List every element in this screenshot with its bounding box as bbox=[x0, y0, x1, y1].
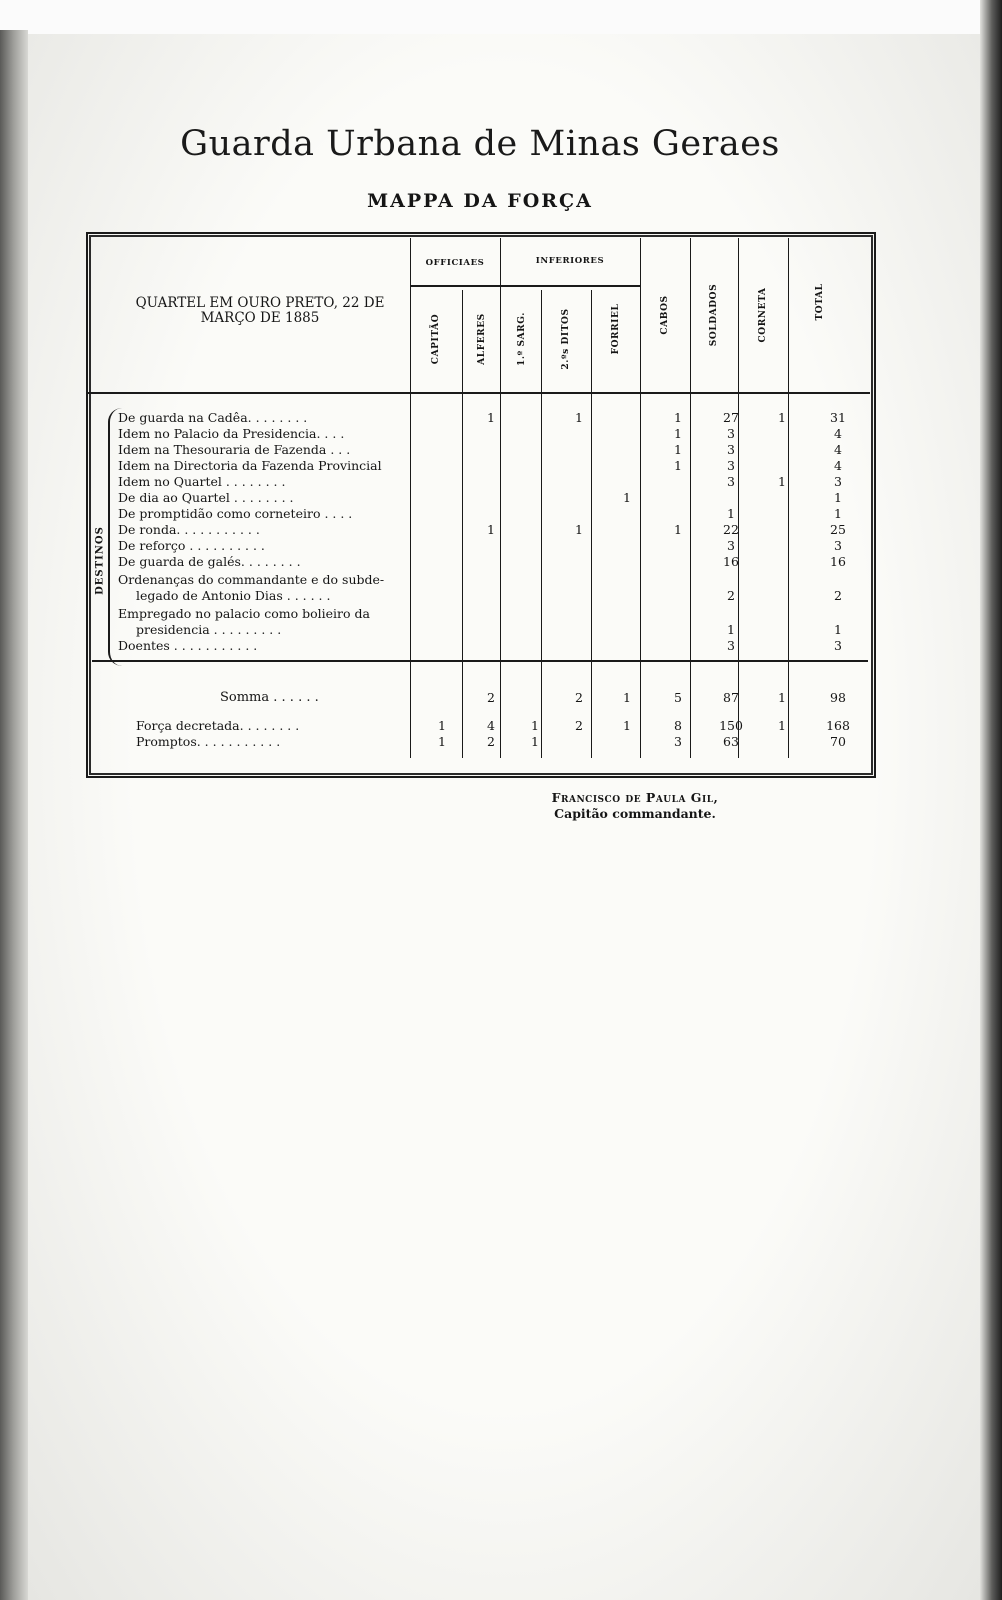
cell-soldados: 27 bbox=[723, 410, 739, 425]
cell-cabos: 1 bbox=[674, 410, 682, 425]
col-header-soldados: SOLDADOS bbox=[709, 283, 719, 347]
cell-total: 31 bbox=[830, 410, 846, 425]
cell-forriel: 1 bbox=[623, 718, 631, 733]
cell-cabos: 3 bbox=[674, 734, 682, 749]
row-label: Idem na Directoria da Fazenda Provincial bbox=[118, 458, 382, 473]
cell-ditos: 2 bbox=[575, 718, 583, 733]
table-row bbox=[0, 522, 1002, 538]
cell-soldados: 87 bbox=[723, 690, 739, 705]
cell-total: 4 bbox=[834, 442, 842, 457]
cell-soldados: 1 bbox=[727, 622, 735, 637]
col-header-capitao: CAPITÃO bbox=[431, 313, 441, 365]
cell-total: 1 bbox=[834, 506, 842, 521]
cell-total: 3 bbox=[834, 474, 842, 489]
col-header-forriel: FORRIEL bbox=[611, 303, 621, 355]
col-header-total: TOTAL bbox=[815, 283, 825, 321]
row-label: Empregado no palacio como bolieiro da bbox=[118, 606, 370, 621]
table-row bbox=[0, 538, 1002, 554]
col-header-corneta: CORNETA bbox=[758, 287, 768, 343]
table-row bbox=[0, 554, 1002, 570]
cell-total: 70 bbox=[830, 734, 846, 749]
cell-alferes: 1 bbox=[487, 410, 495, 425]
row-label: De reforço . . . . . . . . . . bbox=[118, 538, 265, 553]
group-inferiores: INFERIORES bbox=[535, 256, 605, 266]
row-label: De dia ao Quartel . . . . . . . . bbox=[118, 490, 294, 505]
cell-cabos: 1 bbox=[674, 458, 682, 473]
cell-alferes: 1 bbox=[487, 522, 495, 537]
col-header-sarg: 1.º SARG. bbox=[517, 312, 527, 366]
cell-ditos: 1 bbox=[575, 410, 583, 425]
cell-sarg: 1 bbox=[531, 734, 539, 749]
cell-total: 3 bbox=[834, 638, 842, 653]
signature-block bbox=[530, 790, 740, 822]
table-row bbox=[0, 410, 1002, 426]
cell-soldados: 2 bbox=[727, 588, 735, 603]
cell-total: 16 bbox=[830, 554, 846, 569]
cell-alferes: 2 bbox=[487, 734, 495, 749]
cell-soldados: 16 bbox=[723, 554, 739, 569]
cell-forriel: 1 bbox=[623, 690, 631, 705]
cell-total: 25 bbox=[830, 522, 846, 537]
row-label: De promptidão como corneteiro . . . . bbox=[118, 506, 353, 521]
scan-top-margin bbox=[0, 0, 1002, 35]
document-subtitle: MAPPA DA FORÇA bbox=[367, 190, 593, 212]
document-title: Guarda Urbana de Minas Geraes bbox=[180, 124, 780, 164]
table-row bbox=[0, 572, 1002, 588]
cell-soldados: 150 bbox=[719, 718, 743, 733]
cell-cabos: 5 bbox=[674, 690, 682, 705]
table-row bbox=[0, 474, 1002, 490]
somma-label: Somma . . . . . . bbox=[220, 690, 319, 705]
cell-ditos: 2 bbox=[575, 690, 583, 705]
scan-right-edge bbox=[980, 0, 1002, 1600]
table-row bbox=[0, 442, 1002, 458]
row-label: Ordenanças do commandante e do subde- bbox=[118, 572, 385, 587]
group-divider bbox=[410, 285, 640, 287]
cell-soldados: 3 bbox=[727, 458, 735, 473]
cell-cabos: 1 bbox=[674, 442, 682, 457]
cell-alferes: 4 bbox=[487, 718, 495, 733]
cell-total: 4 bbox=[834, 458, 842, 473]
cell-sarg: 1 bbox=[531, 718, 539, 733]
table-row bbox=[0, 490, 1002, 506]
forca-decretada-row bbox=[0, 718, 1002, 734]
col-header-ditos: 2.ºs DITOS bbox=[561, 308, 571, 370]
cell-total: 3 bbox=[834, 538, 842, 553]
cell-corneta: 1 bbox=[778, 718, 786, 733]
cell-corneta: 1 bbox=[778, 690, 786, 705]
cell-total: 1 bbox=[834, 622, 842, 637]
table-row bbox=[0, 622, 1002, 638]
group-officiaes: OFFICIAES bbox=[425, 258, 485, 268]
cell-soldados: 3 bbox=[727, 538, 735, 553]
cell-soldados: 1 bbox=[727, 506, 735, 521]
cell-ditos: 1 bbox=[575, 522, 583, 537]
row-label: legado de Antonio Dias . . . . . . bbox=[136, 588, 331, 603]
row-label: De guarda na Cadêa. . . . . . . . bbox=[118, 410, 308, 425]
cell-cabos: 8 bbox=[674, 718, 682, 733]
col-header-cabos: CABOS bbox=[660, 295, 670, 335]
row-label: Idem no Palacio da Presidencia. . . . bbox=[118, 426, 345, 441]
cell-cabos: 1 bbox=[674, 426, 682, 441]
row-label: Promptos. . . . . . . . . . . bbox=[136, 734, 281, 749]
table-row bbox=[0, 638, 1002, 654]
cell-total: 168 bbox=[826, 718, 850, 733]
table-row bbox=[0, 588, 1002, 604]
cell-total: 2 bbox=[834, 588, 842, 603]
cell-capitao: 1 bbox=[438, 734, 446, 749]
cell-soldados: 3 bbox=[727, 442, 735, 457]
location-heading: QUARTEL EM OURO PRETO, 22 DE MARÇO DE 1885 bbox=[135, 295, 385, 326]
signature-name: Francisco de Paula Gil, bbox=[551, 790, 719, 805]
promptos-row bbox=[0, 734, 1002, 750]
row-label: presidencia . . . . . . . . . bbox=[136, 622, 282, 637]
row-label: Força decretada. . . . . . . . bbox=[136, 718, 300, 733]
row-label: Doentes . . . . . . . . . . . bbox=[118, 638, 258, 653]
cell-corneta: 1 bbox=[778, 410, 786, 425]
cell-corneta: 1 bbox=[778, 474, 786, 489]
cell-soldados: 63 bbox=[723, 734, 739, 749]
cell-soldados: 3 bbox=[727, 474, 735, 489]
scan-left-edge bbox=[0, 30, 28, 1600]
cell-alferes: 2 bbox=[487, 690, 495, 705]
row-label: De ronda. . . . . . . . . . . bbox=[118, 522, 260, 537]
cell-total: 4 bbox=[834, 426, 842, 441]
row-label: Idem no Quartel . . . . . . . . bbox=[118, 474, 286, 489]
cell-total: 1 bbox=[834, 490, 842, 505]
cell-capitao: 1 bbox=[438, 718, 446, 733]
col-header-alferes: ALFERES bbox=[477, 313, 487, 365]
table-row bbox=[0, 606, 1002, 622]
cell-cabos: 1 bbox=[674, 522, 682, 537]
row-label: Idem na Thesouraria de Fazenda . . . bbox=[118, 442, 351, 457]
signature-role: Capitão commandante. bbox=[554, 806, 716, 821]
header-bottom-rule bbox=[88, 392, 870, 394]
cell-total: 98 bbox=[830, 690, 846, 705]
cell-soldados: 3 bbox=[727, 426, 735, 441]
table-row bbox=[0, 426, 1002, 442]
row-label: De guarda de galés. . . . . . . . bbox=[118, 554, 301, 569]
table-row bbox=[0, 506, 1002, 522]
cell-soldados: 22 bbox=[723, 522, 739, 537]
cell-soldados: 3 bbox=[727, 638, 735, 653]
cell-forriel: 1 bbox=[623, 490, 631, 505]
table-row bbox=[0, 458, 1002, 474]
somma-row bbox=[0, 690, 1002, 706]
body-bottom-rule bbox=[92, 660, 868, 662]
destinos-label: DESTINOS bbox=[94, 526, 106, 595]
